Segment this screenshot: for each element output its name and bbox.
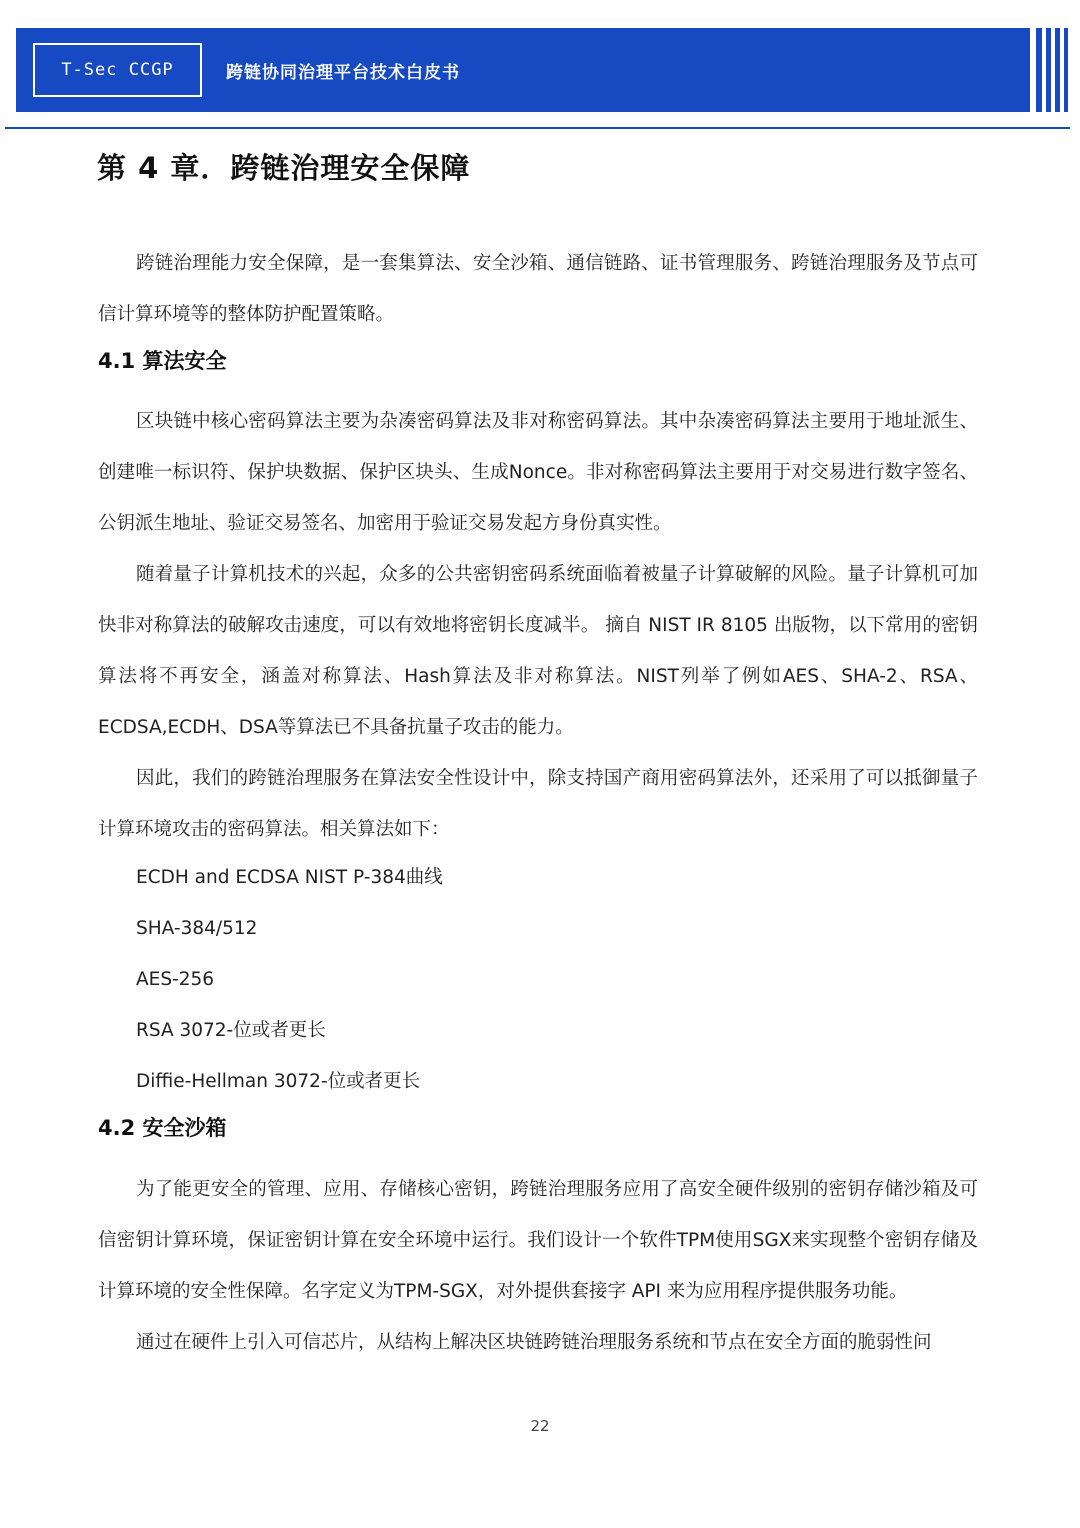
chapter-intro-paragraph: 跨链治理能力安全保障，是一套集算法、安全沙箱、通信链路、证书管理服务、跨链治理服务及节点可信计算环境等的整体防护配置策略。	[98, 253, 978, 325]
paragraph: 为了能更安全的管理、应用、存储核心密钥，跨链治理服务应用了高安全硬件级别的密钥存储沙箱及可信密钥计算环境，保证密钥计算在安全环境中运行。我们设计一个软件TPM使用SGX来实现整个密钥存储及计算环境的安全性保障。名字定义为TPM-SGX，对外提供套接字 API 来为应用程序提供服务功能。	[98, 1179, 978, 1302]
section-heading-4-1: 4.1 算法安全	[98, 349, 227, 373]
header-stripe	[1064, 28, 1068, 112]
paragraph: 通过在硬件上引入可信芯片，从结构上解决区块链跨链治理服务系统和节点在安全方面的脆弱性问	[136, 1332, 932, 1353]
page-number: 22	[530, 1417, 550, 1435]
logo: T-Sec CCGP	[33, 43, 202, 97]
algorithm-list-item: RSA 3072-位或者更长	[136, 1020, 326, 1041]
algorithm-list-item: Diffie-Hellman 3072-位或者更长	[136, 1071, 421, 1092]
algorithm-list-item: SHA-384/512	[136, 918, 258, 939]
chapter-title: 第 4 章．跨链治理安全保障	[97, 151, 471, 185]
paragraph: 因此，我们的跨链治理服务在算法安全性设计中，除支持国产商用密码算法外，还采用了可以抵御量子计算环境攻击的密码算法。相关算法如下：	[98, 768, 978, 840]
header-stripe	[1036, 28, 1042, 112]
header-title: 跨链协同治理平台技术白皮书	[226, 63, 460, 83]
algorithm-list-item: ECDH and ECDSA NIST P-384曲线	[136, 867, 443, 888]
paragraph: 随着量子计算机技术的兴起，众多的公共密钥密码系统面临着被量子计算破解的风险。量子计算机可加快非对称算法的破解攻击速度，可以有效地将密钥长度减半。 摘自 NIST IR 8105 出版物，以下常用的密钥算法将不再安全，涵盖对称算法、Hash算法及非对称算法。NIST列举了例如AES、SHA-2、RSA、ECDSA,ECDH、DSA等算法已不具备抗量子攻击的能力。	[98, 564, 978, 738]
paragraph: 区块链中核心密码算法主要为杂凑密码算法及非对称密码算法。其中杂凑密码算法主要用于地址派生、创建唯一标识符、保护块数据、保护区块头、生成Nonce。非对称密码算法主要用于对交易进行数字签名、公钥派生地址、验证交易签名、加密用于验证交易发起方身份真实性。	[98, 411, 978, 534]
section-heading-4-2: 4.2 安全沙箱	[98, 1116, 227, 1140]
header-divider	[5, 127, 1070, 129]
algorithm-list-item: AES-256	[136, 969, 215, 990]
header-stripe	[1055, 28, 1060, 112]
header-stripe	[1046, 28, 1051, 112]
